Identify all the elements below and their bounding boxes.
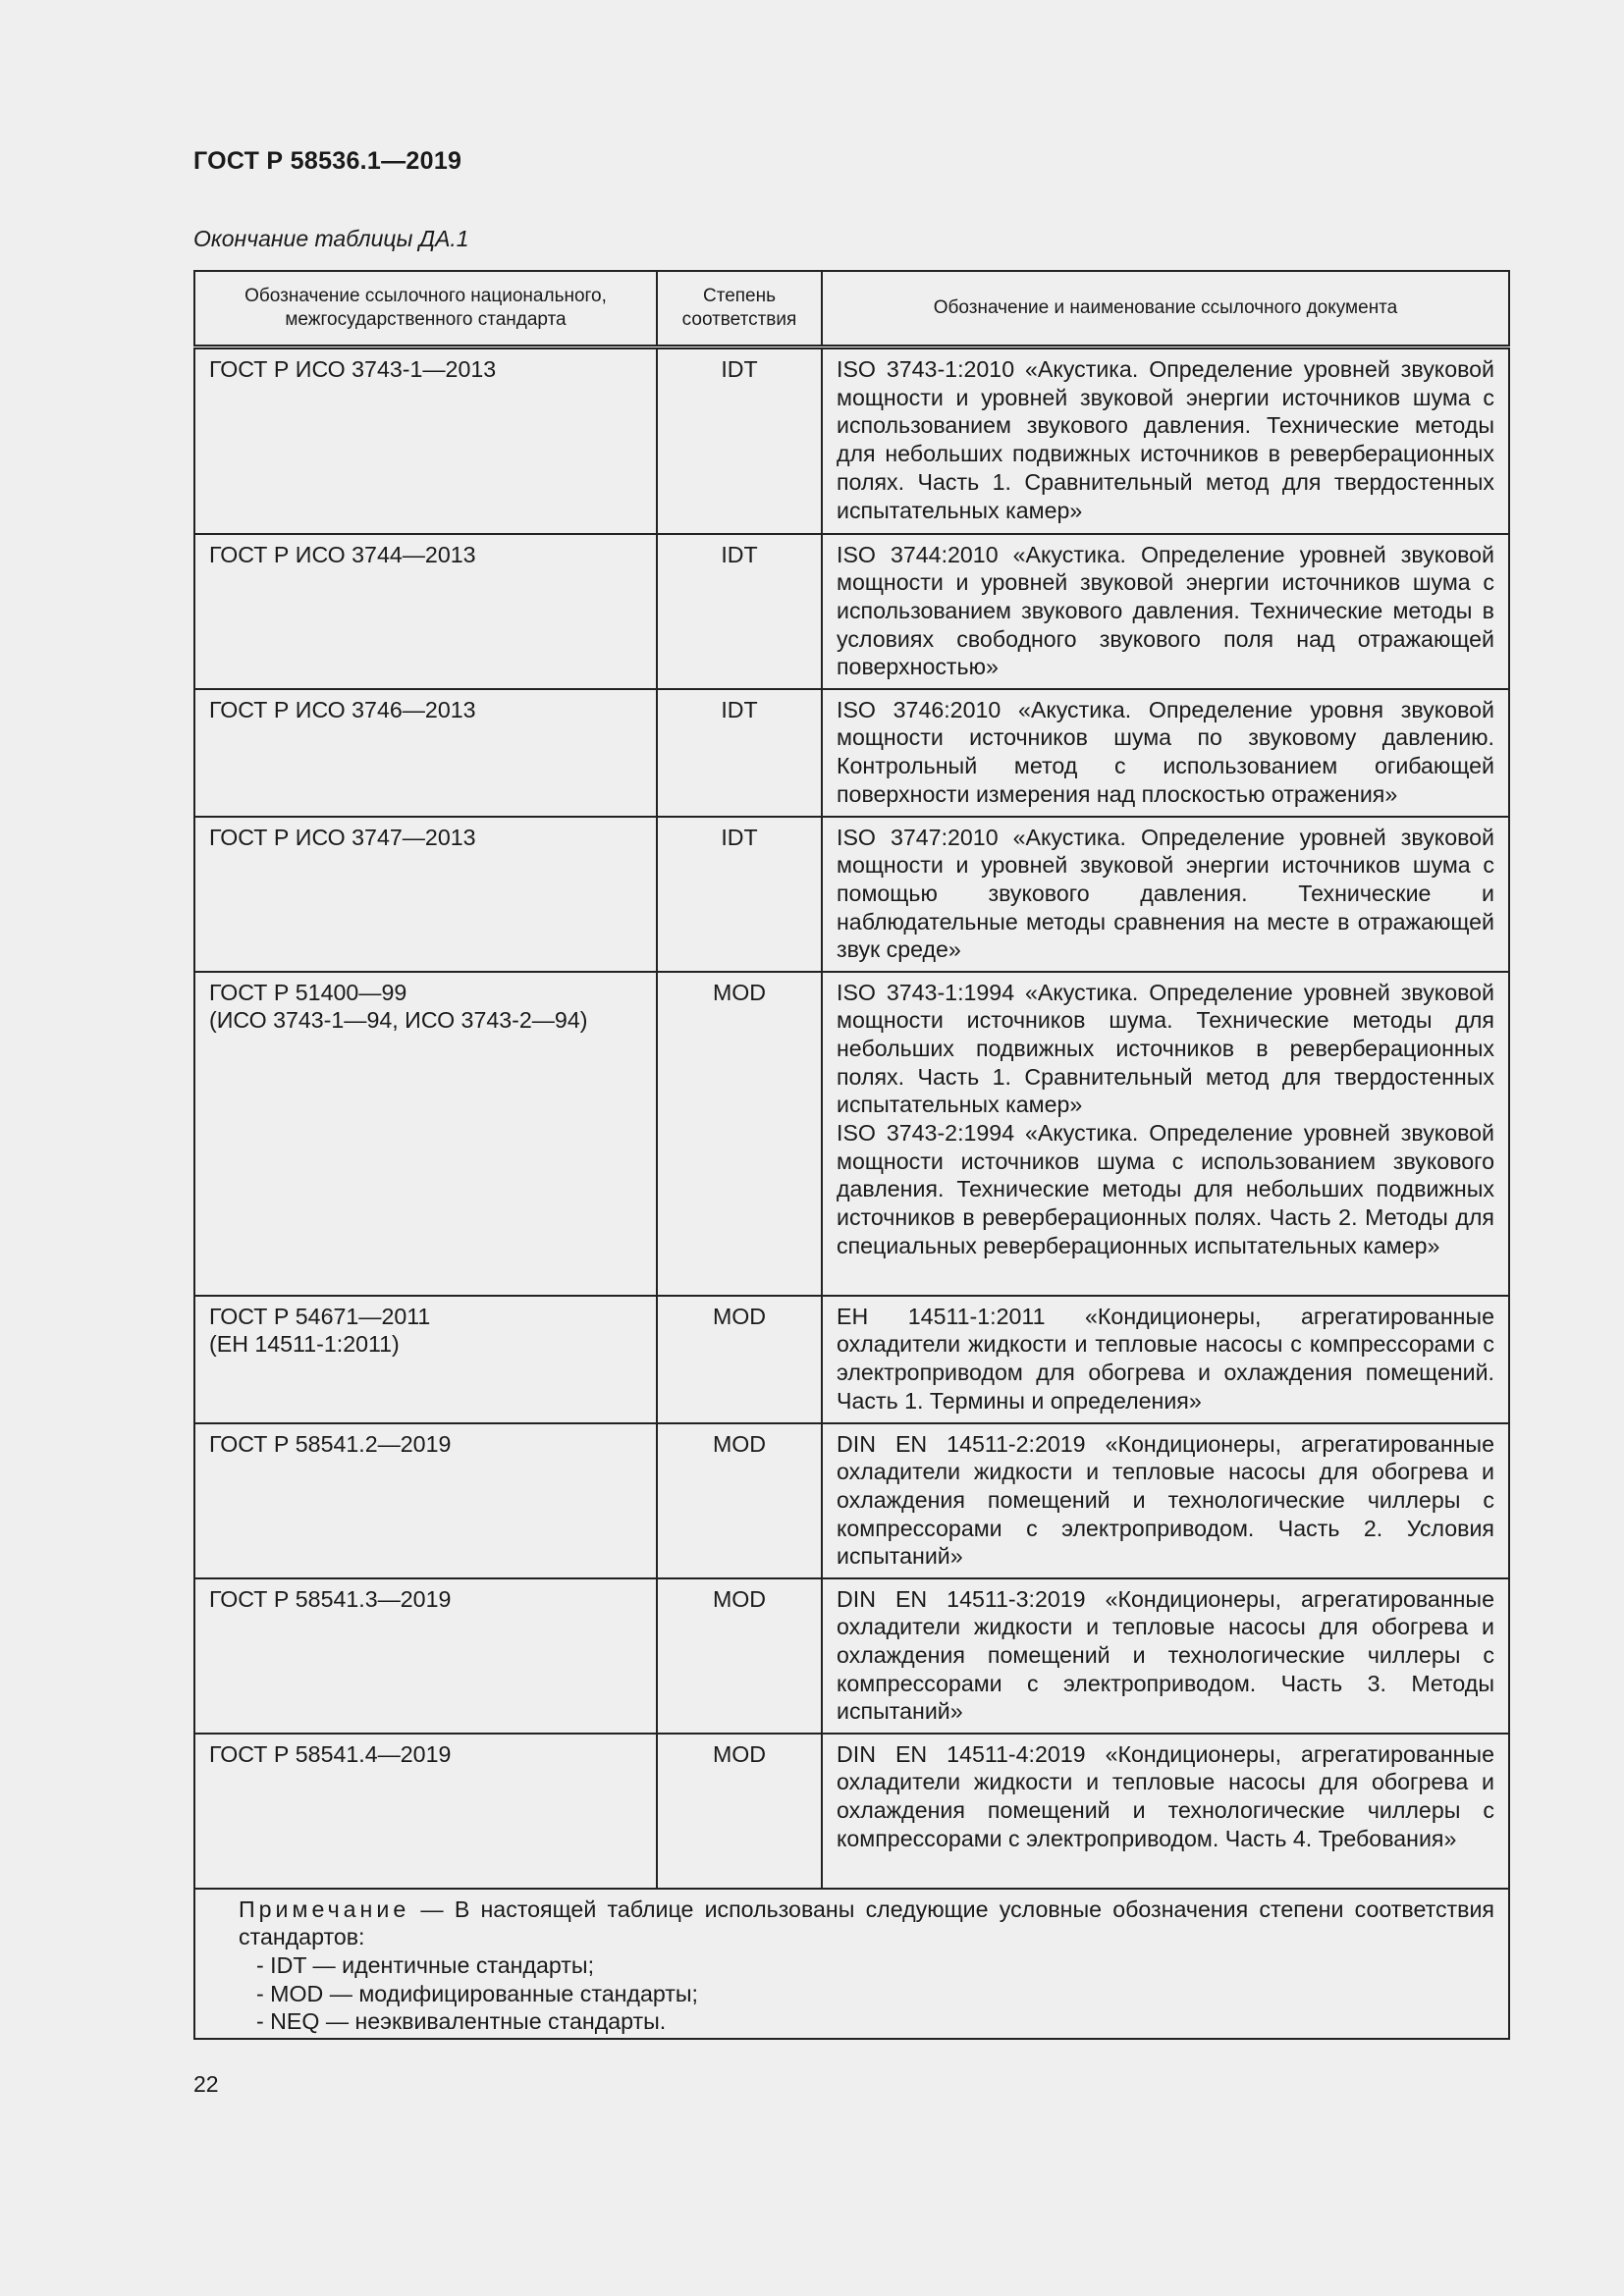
table-note-row [194,1889,1509,2040]
document-cell [822,689,1509,817]
document-cell [822,1578,1509,1734]
table-row [194,1296,1509,1423]
standard-code-cell: ГОСТ Р ИСО 3744—2013 [194,534,657,689]
degree-cell: MOD [657,1734,822,1889]
document-cell [822,972,1509,1296]
document-text: DIN EN 14511-2:2019 «Кондиционеры, агрегатированные охладители жидкости и тепловые насосы для обогрева и охлаждения помещений и технологические чиллеры с компрессорами с электроприводом. Часть 2. Условия испытаний» [837,1430,1494,1570]
table-row [194,534,1509,689]
note-label: Примечание [239,1896,410,1922]
degree-cell: MOD [657,1423,822,1578]
degree-cell: MOD [657,1296,822,1423]
table-row [194,972,1509,1296]
table-row [194,1578,1509,1734]
document-text: ISO 3744:2010 «Акустика. Определение уровней звуковой мощности и уровней звуковой энергии источников шума с использованием звукового давления. Технические методы в условиях свободного звукового поля над отражающей поверхностью» [837,541,1494,680]
note-item: - NEQ — неэквивалентные стандарты. [256,2008,667,2035]
column-header-document: Обозначение и наименование ссылочного документа [822,271,1509,347]
note-item: - MOD — модифицированные стандарты; [256,1980,698,2006]
standard-code-note: (ЕН 14511-1:2011) [209,1331,400,1358]
standard-code-note: (ИСО 3743-1—94, ИСО 3743-2—94) [209,1007,588,1034]
table-row [194,1734,1509,1889]
standard-code-cell: ГОСТ Р ИСО 3746—2013 [194,689,657,817]
degree-cell: IDT [657,534,822,689]
document-cell [822,347,1509,534]
table-row [194,689,1509,817]
table-row [194,817,1509,972]
table-note [194,1889,1509,2040]
standard-code-cell: ГОСТ Р ИСО 3747—2013 [194,817,657,972]
degree-cell: MOD [657,972,822,1296]
column-header-degree: Степень соответствия [657,271,822,347]
degree-cell: IDT [657,817,822,972]
note-item: - IDT — идентичные стандарты; [256,1951,595,1978]
document-text: DIN EN 14511-3:2019 «Кондиционеры, агрегатированные охладители жидкости и тепловые насосы для обогрева и охлаждения помещений и технологические чиллеры с компрессорами с электроприводом. Часть 3. Методы испытаний» [837,1585,1494,1725]
standard-code-cell: ГОСТ Р ИСО 3743-1—2013 [194,347,657,534]
degree-cell: MOD [657,1578,822,1734]
table-caption: Окончание таблицы ДА.1 [193,226,469,251]
standard-code-cell [194,972,657,1296]
document-cell [822,1734,1509,1889]
degree-cell: IDT [657,347,822,534]
standard-code-cell: ГОСТ Р 58541.4—2019 [194,1734,657,1889]
note-lead [209,1896,1494,1951]
document-text: ISO 3743-1:2010 «Акустика. Определение уровней звуковой мощности и уровней звуковой энергии источников шума с использованием звукового давления. Технические методы для небольших подвижных источников в реверберационных полях. Часть 1. Сравнительный метод для твердостенных испытательных камер» [837,356,1494,523]
standard-code-cell: ГОСТ Р 58541.2—2019 [194,1423,657,1578]
document-cell [822,1423,1509,1578]
document-cell [822,534,1509,689]
page-number: 22 [193,2071,219,2097]
document-cell [822,1296,1509,1423]
standard-code: ГОСТ Р 54671—2011 [209,1303,431,1329]
standard-code-cell: ГОСТ Р 58541.3—2019 [194,1578,657,1734]
table-header-row [194,271,1509,347]
column-header-standard: Обозначение ссылочного национального, межгосударственного стандарта [194,271,657,347]
document-text: ISO 3746:2010 «Акустика. Определение уровня звуковой мощности источников шума по звуковому давлению. Контрольный метод с использованием огибающей поверхности измерения над плоскостью отражения» [837,696,1494,807]
document-text: ЕН 14511-1:2011 «Кондиционеры, агрегатированные охладители жидкости и тепловые насосы с компрессорами с электроприводом для обогрева и охлаждения помещений. Часть 1. Термины и определения» [837,1303,1494,1414]
reference-table [193,270,1510,2040]
note-text: — В настоящей таблице использованы следующие условные обозначения степени соответствия стандартов: [239,1896,1494,1950]
document-text: ISO 3743-1:1994 «Акустика. Определение уровней звуковой мощности источников шума. Технические методы для небольших подвижных источников в реверберационных полях. Часть 1. Сравнительный метод для твердостенных испытательных камер» [837,979,1494,1118]
standard-code: ГОСТ Р 51400—99 [209,979,407,1005]
table-row [194,347,1509,534]
document-cell [822,817,1509,972]
document-text: ISO 3743-2:1994 «Акустика. Определение уровней звуковой мощности источников шума с использованием звукового давления. Технические методы для небольших подвижных источников в реверберационных полях. Часть 2. Методы для специальных реверберационных испытательных камер» [837,1120,1494,1258]
degree-cell: IDT [657,689,822,817]
standard-code-cell [194,1296,657,1423]
document-text: DIN EN 14511-4:2019 «Кондиционеры, агрегатированные охладители жидкости и тепловые насосы для обогрева и охлаждения помещений и технологические чиллеры с компрессорами с электроприводом. Часть 4. Требования» [837,1740,1494,1851]
table-row [194,1423,1509,1578]
document-text: ISO 3747:2010 «Акустика. Определение уровней звуковой мощности и уровней звуковой энергии источников шума с помощью звукового давления. Технические и наблюдательные методы сравнения на месте в отражающей звук среде» [837,824,1494,963]
document-title: ГОСТ Р 58536.1—2019 [193,147,462,175]
